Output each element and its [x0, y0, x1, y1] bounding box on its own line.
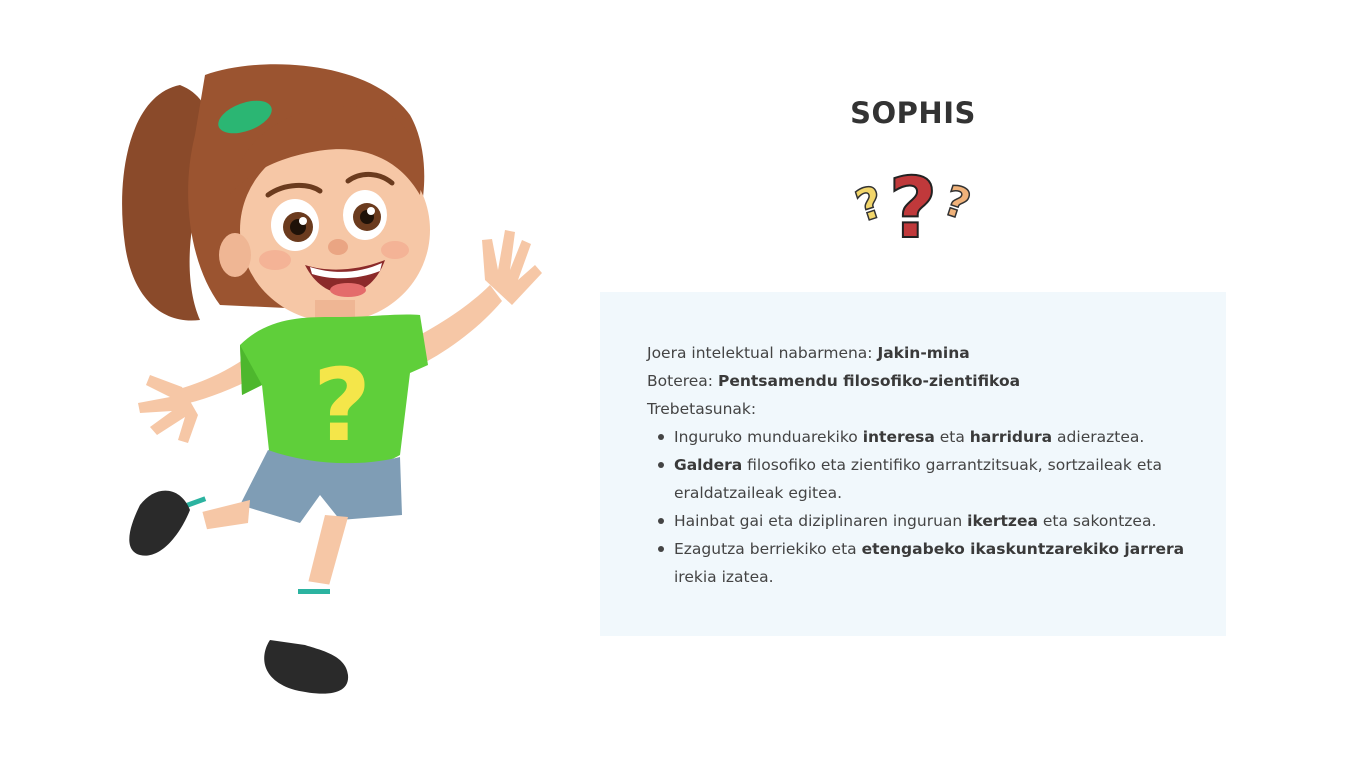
skills-list: [647, 423, 1196, 591]
shirt-question-mark: ?: [312, 347, 372, 464]
power-label: Boterea:: [647, 372, 718, 390]
power-value: Pentsamendu filosofiko-zientifikoa: [717, 372, 1021, 390]
list-item: Galdera filosofiko eta zientifiko garrantzitsuak, sortzaileak eta eraldatzaileak egitea.: [674, 451, 1196, 507]
skills-label: Trebetasunak:: [647, 400, 757, 418]
tendency-line: [647, 339, 1196, 367]
tendency-label: Joera intelektual nabarmena:: [647, 344, 878, 362]
girl-character-illustration: [110, 55, 550, 715]
svg-text:?: ?: [849, 176, 890, 233]
list-item: Hainbat gai eta diziplinaren inguruan ikertzea eta sakontzea.: [674, 507, 1196, 535]
svg-text:?: ?: [937, 175, 977, 230]
svg-text:?: ?: [888, 159, 938, 251]
info-card: [600, 292, 1226, 636]
character-name-title: SOPHIS: [850, 96, 976, 130]
list-item: Inguruko munduarekiko interesa eta harridura adieraztea.: [674, 423, 1196, 451]
tendency-value: Jakin-mina: [877, 344, 970, 362]
list-item: Ezagutza berriekiko eta etengabeko ikaskuntzarekiko jarrera irekia izatea.: [674, 535, 1196, 591]
question-marks-icon: [846, 155, 982, 251]
power-line: [647, 367, 1196, 395]
